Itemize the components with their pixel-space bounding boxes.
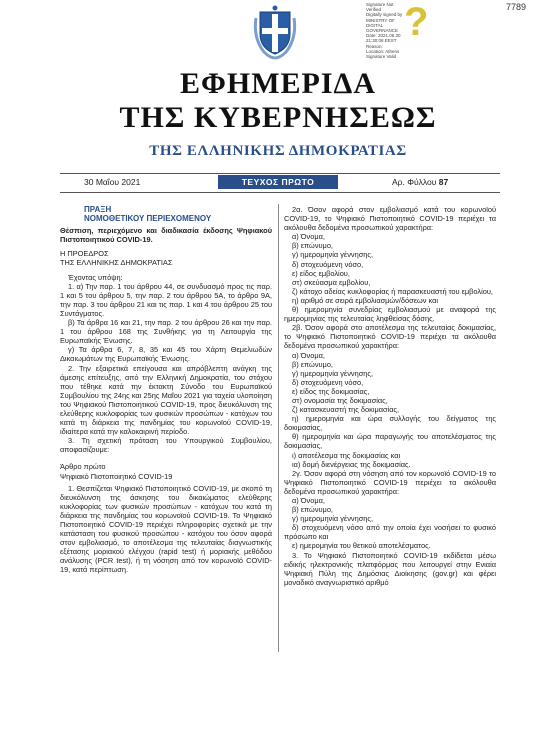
paragraph: 2. Την εξαιρετικά επείγουσα και απρόβλεπτη ανάγκη της άμεσης επίτευξης, από την Ελληνική Δημοκρατία, του στόχου που τέθηκε κατά την έκτακτη Σύνοδο του Ευρωπαϊκού Συμβουλίου της 24ης και 25ης Μαΐου 2021 για ταχεία υλοποίηση του Ψηφιακού Πιστοποιητικού COVID-19, προς διευκόλυνση της ελεύθερης κυκλοφορίας των φυσικών προσώπων - κατόχων του κατά τη διάρκεια της πανδημίας του κορωνοϊού COVID-19, ιδιαίτερα κατά την καλοκαιρινή περίοδο. [60,363,272,437]
list-item: θ) ημερομηνία και ώρα παραγωγής του αποτελέσματος της δοκιμασίας, [284,432,496,451]
president-line2: ΤΗΣ ΕΛΛΗΝΙΚΗΣ ΔΗΜΟΚΡΑΤΙΑΣ [60,258,173,268]
paragraph: 2γ. Όσον αφορά στη νόσηση από τον κορωνοϊό COVID-19 το Ψηφιακό Πιστοποιητικό COVID-19 περιέχει τα ακόλουθα δεδομένα προσωπικού χαρακτήρα: [284,468,496,496]
column-divider [278,204,279,652]
right-column [284,205,496,587]
article-title: Ψηφιακό Πιστοποιητικό COVID-19 [60,471,173,481]
paragraph: 3. Το Ψηφιακό Πιστοποιητικό COVID-19 εκδίδεται μέσω ειδικής ηλεκτρονικής πλατφόρμας που λειτουργεί στην Ενιαία Ψηφιακή Πύλη της Δημόσιας Διοίκησης (gov.gr) και φέρει μοναδικό αναγνωριστικό αριθμό [284,550,496,587]
president-line1: Η ΠΡΟΕΔΡΟΣ [60,249,109,259]
paragraph: 1. α) Την παρ. 1 του άρθρου 44, σε συνδυασμό προς τις παρ. 1 και 5 του άρθρου 5, την παρ. 2 του άρθρου 5Α, το άρθρο 9Α, την παρ. 3 του άρθρου 21 και τις παρ. 1 και 4 του άρθρου 25 του Συντάγματος. [60,281,272,318]
list-item: α) Όνομα, [292,350,325,360]
paragraph: γ) Τα άρθρα 6, 7, 8, 35 και 45 του Χάρτη Θεμελιωδών Δικαιωμάτων της Ευρωπαϊκής Ένωσης. [60,345,272,364]
list-item: α) Όνομα, [292,232,325,242]
left-column [60,205,272,575]
issue-date: 30 Μαΐου 2021 [84,177,141,187]
page-number: 7789 [505,2,526,12]
sheet-number [392,177,448,187]
gazette-title-line2: ΤΗΣ ΚΥΒΕΡΝΗΣΕΩΣ [119,101,437,134]
list-item: γ) ημερομηνία γέννησης, [292,514,373,524]
list-item: ια) δομή διενέργειας της δοκιμασίας. [292,459,411,469]
list-item: θ) ημερομηνία συνεδρίας εμβολιασμού με αναφορά της ημερομηνίας της τελευταίας ληφθείσας δόσης. [284,305,496,324]
list-item: στ) σκεύασμα εμβολίου, [292,277,371,287]
list-item: δ) στοχευόμενη νόσο, [292,377,364,387]
list-item: ζ) κάτοχο αδείας κυκλοφορίας ή παρασκευαστή του εμβολίου, [292,286,493,296]
list-item: στ) ονομασία της δοκιμασίας, [292,395,388,405]
list-item: η) αριθμό σε σειρά εμβολιασμών/δόσεων και [292,295,439,305]
paragraph: 1. Θεσπίζεται Ψηφιακό Πιστοποιητικό COVID-19, με σκοπό τη διευκόλυνση της άσκησης του δικαιώματος ελεύθερης κυκλοφορίας των φυσικών προσώπων - κατόχων του κατά τη διάρκεια της πανδημίας του κορωνοϊού COVID-19. Το Ψηφιακό Πιστοποιητικό COVID-19 περιέχει πληροφορίες σχετικά με την κατάσταση του φυσικού προσώπου - κατόχου του όσον αφορά στον εμβολιασμό, το αποτέλεσμα της τελευταίας διαγνωστικής εξέτασης μοριακού ελέγχου (rapid test) ή μοριακής μεθόδου ανάλυσης (PCR test), ή τη νόσηση από τον κορωνοϊό COVID-19, κατά περίπτωση. [60,483,272,575]
list-item: β) επώνυμο, [292,241,333,251]
sheet-label: Αρ. Φύλλου [392,177,437,187]
list-item: ζ) κατασκευαστή της δοκιμασίας, [292,405,400,415]
paragraph: 2β. Όσον αφορά στο αποτέλεσμα της τελευταίας δοκιμασίας, το Ψηφιακό Πιστοποιητικό COVID-19 περιέχει τα ακόλουθα δεδομένα προσωπικού χαρακτήρα: [284,323,496,351]
question-mark-icon: ? [404,0,429,44]
list-item: ε) είδος εμβολίου, [292,268,350,278]
list-item: ε) ημερομηνία του θετικού αποτελέσματος. [292,541,431,551]
article-number: Άρθρο πρώτο [60,462,106,472]
greek-coat-of-arms-emblem [252,4,298,60]
signature-verification-text: Signature Not Verified Digitally signed by MINISTRY OF DIGITAL GOVERNANCE Date: 2021.05.30 21:30:08 EEST Reason: Location: Athens Signature Valid [366,2,403,60]
list-item: η) ημερομηνία και ώρα συλλογής του δείγματος της δοκιμασίας, [284,414,496,433]
list-item: ε) είδος της δοκιμασίας, [292,386,370,396]
paragraph: β) Τα άρθρα 16 και 21, την παρ. 2 του άρθρου 26 και την παρ. 1 του άρθρου 168 της Συνθήκης για τη Λειτουργία της Ευρωπαϊκής Ένωσης. [60,318,272,346]
header-rule-top [60,173,500,174]
list-item: α) Όνομα, [292,496,325,505]
gazette-subtitle: ΤΗΣ ΕΛΛΗΝΙΚΗΣ ΔΗΜΟΚΡΑΤΙΑΣ [149,143,407,159]
paragraph: 2α. Όσον αφορά στον εμβολιασμό κατά του κορωνοϊού COVID-19, το Ψηφιακό Πιστοποιητικό COVID-19 περιέχει τα ακόλουθα δεδομένα προσωπικού χαρακτήρα: [284,205,496,233]
header-rule-bottom [60,192,500,193]
act-heading: ΠΡΑΞΗ [84,205,112,214]
act-subject: Θέσπιση, περιεχόμενο και διαδικασία έκδοσης Ψηφιακού Πιστοποιητικού COVID-19. [60,226,272,245]
sheet-no: 87 [438,177,449,187]
list-item: β) επώνυμο, [292,359,333,369]
issue-series: ΤΕΥΧΟΣ ΠΡΩΤΟ [218,175,338,189]
act-heading-2: ΝΟΜΟΘΕΤΙΚΟΥ ΠΕΡΙΕΧΟΜΕΝΟΥ [84,214,212,224]
gazette-title: ΕΦΗΜΕΡΙΔΑ [179,67,377,100]
list-item: γ) ημερομηνία γέννησης, [292,368,373,378]
list-item: γ) ημερομηνία γέννησης, [292,250,373,260]
list-item: δ) στοχευόμενη νόσο από την οποία έχει νοσήσει το φυσικό πρόσωπο και [284,523,496,542]
considering: Έχοντας υπόψη: [68,272,123,282]
list-item: δ) στοχευόμενη νόσο, [292,259,364,269]
list-item: β) επώνυμο, [292,505,333,515]
paragraph: 3. Τη σχετική πρόταση του Υπουργικού Συμβουλίου, αποφασίζουμε: [60,436,272,455]
list-item: ι) αποτέλεσμα της δοκιμασίας και [292,450,401,460]
